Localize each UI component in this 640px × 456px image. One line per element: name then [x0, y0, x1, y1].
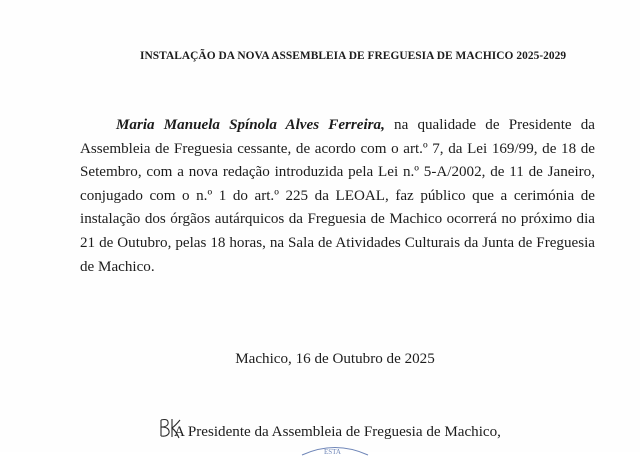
announcement-text: na qualidade de Presidente da Assembleia de Freguesia cessante, de acordo com o art.º 7, da Lei 169/99, de 18 de Setembro, com a nova redação introduzida pela Lei n.º 5-A/2002, de 11 de Janeiro, conjugado com o n.º 1 do art.º 225 da LEOAL, faz público que a cerimónia de instalação dos órgãos autárquicos da Freguesia de Machico ocorrerá no próximo dia 21 de Outubro, pelas 18 horas, na Sala de Atividades Culturais da Junta de Freguesia de Machico. — [80, 117, 595, 275]
signoff-line: A Presidente da Assembleia de Freguesia de Machico, — [174, 424, 501, 440]
official-stamp — [300, 442, 370, 456]
svg-text:ESTA: ESTA — [324, 448, 341, 456]
document-title: INSTALAÇÃO DA NOVA ASSEMBLEIA DE FREGUESIA DE MACHICO 2025-2029 — [140, 50, 567, 62]
president-name: Maria Manuela Spínola Alves Ferreira, — [116, 117, 385, 133]
announcement-paragraph — [80, 114, 595, 279]
place-and-date: Machico, 16 de Outubro de 2025 — [235, 351, 435, 367]
